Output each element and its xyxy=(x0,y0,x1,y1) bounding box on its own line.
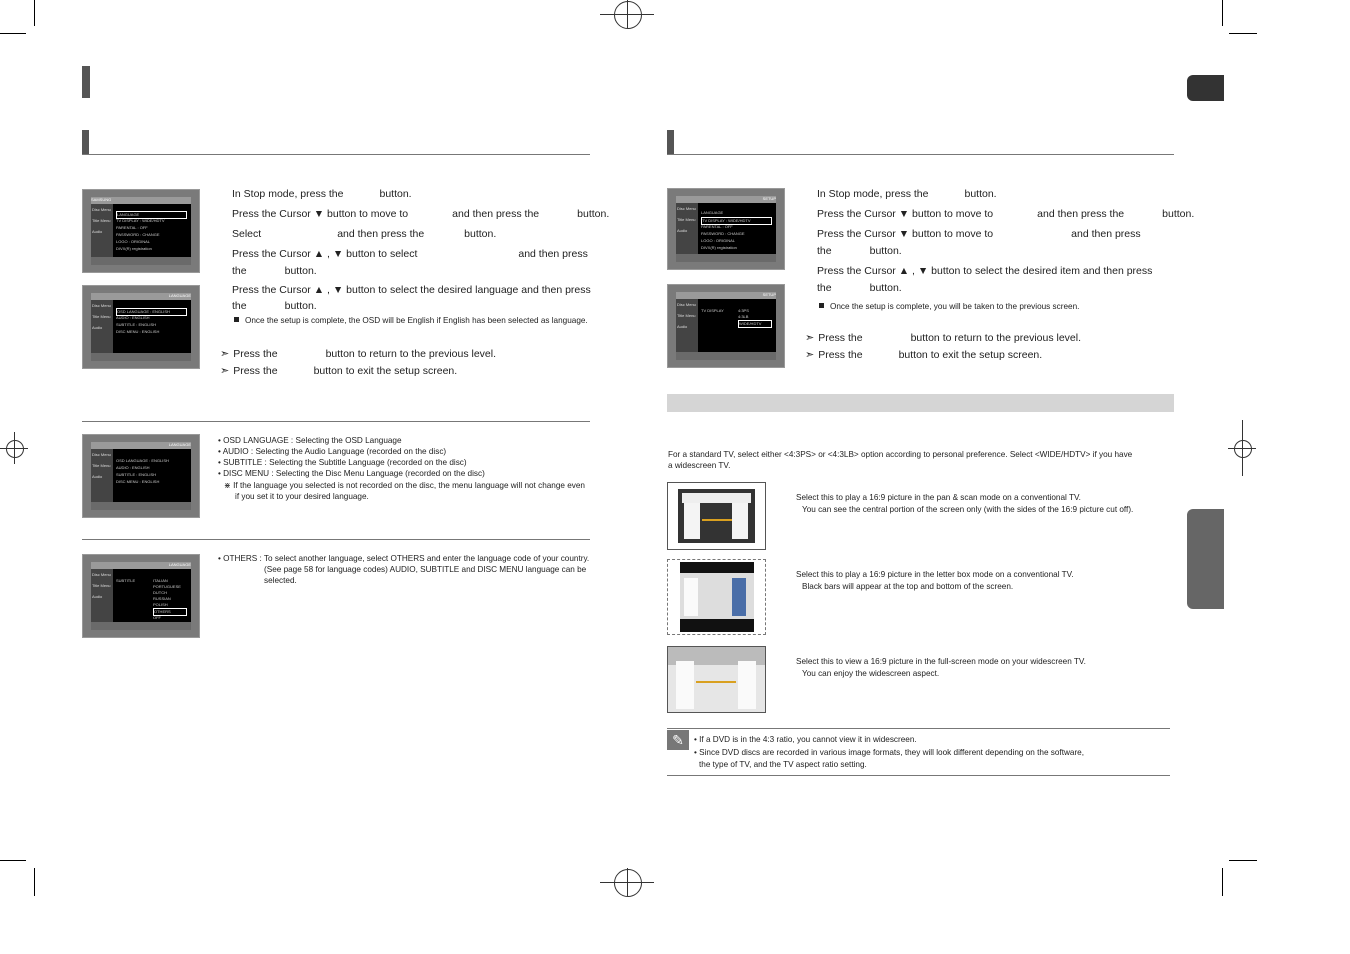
step-2: Press the Cursor ▼ button to move to and then press the button. xyxy=(232,208,610,220)
page-tab xyxy=(1187,75,1224,101)
screen-row: LOGO : ORIGINAL xyxy=(116,239,151,244)
others-screen-image xyxy=(82,554,200,638)
lang-item: • OSD LANGUAGE : Selecting the OSD Language xyxy=(218,436,402,445)
screen-row: OSD LANGUAGE : ENGLISH xyxy=(116,308,187,316)
screen-row: 4:3LB xyxy=(738,314,749,319)
screen-row: LANGUAGE xyxy=(701,210,724,215)
pan-scan-image xyxy=(667,482,766,550)
screen-header: LANGUAGE xyxy=(168,442,191,447)
lang-item: • DISC MENU : Selecting the Disc Menu Language (recorded on the disc) xyxy=(218,469,485,478)
screen-row: POLISH xyxy=(153,602,168,607)
screen-row: PARENTAL : OFF xyxy=(701,224,733,229)
screen-row: PORTUGUESE xyxy=(153,584,181,589)
aspect-intro: For a standard TV, select either <4:3PS> or <4:3LB> option according to personal preference. Select <WIDE/HDTV> if you have xyxy=(668,450,1133,459)
screen-row: DISC MENU : ENGLISH xyxy=(116,329,160,334)
screen-side-item: Audio xyxy=(677,228,688,233)
screen-row: DUTCH xyxy=(153,590,167,595)
screen-row: PASSWORD : CHANGE xyxy=(116,232,160,237)
registration-mark xyxy=(1234,440,1252,458)
section-rule xyxy=(667,154,1174,155)
screen-row: LOGO : ORIGINAL xyxy=(701,238,736,243)
right-step-1: In Stop mode, press the button. xyxy=(817,188,997,200)
screen-row: TV DISPLAY : WIDE/HDTV xyxy=(116,218,165,223)
right-step-4-cont: the button. xyxy=(817,282,902,294)
crop-mark xyxy=(1229,860,1257,861)
language-menu-image xyxy=(82,434,200,518)
screen-row: TV DISPLAY : WIDE/HDTV xyxy=(701,217,772,225)
screen-row: SUBTITLE : ENGLISH xyxy=(116,322,157,327)
widescreen-desc-cont: You can enjoy the widescreen aspect. xyxy=(802,669,940,678)
lang-item: • SUBTITLE : Selecting the Subtitle Language (recorded on the disc) xyxy=(218,458,467,467)
registration-mark xyxy=(614,1,642,29)
screen-side-item: Audio xyxy=(92,594,103,599)
aspect-intro-cont: a widescreen TV. xyxy=(668,461,731,470)
crop-mark xyxy=(34,868,35,896)
tv-display-screen-image xyxy=(667,284,785,368)
screen-side-item: Audio xyxy=(92,229,103,234)
screen-side-item: Title Menu xyxy=(92,314,111,319)
lang-note: ⋇ If the language you selected is not recorded on the disc, the menu language will not change even xyxy=(224,481,585,490)
step-4: Press the Cursor ▲ , ▼ button to select and then press xyxy=(232,248,588,260)
screen-side-item: Disc Menu xyxy=(92,207,111,212)
screen-side-item: Disc Menu xyxy=(92,572,111,577)
screen-side-item: Title Menu xyxy=(92,463,111,468)
letter-box-desc: Select this to play a 16:9 picture in the letter box mode on a conventional TV. xyxy=(796,570,1074,579)
screen-side-item: Disc Menu xyxy=(677,302,696,307)
bottom-note: • Since DVD discs are recorded in various image formats, they will look different depending on the software, xyxy=(694,748,1084,757)
right-step-3: Press the Cursor ▼ button to move to and then press xyxy=(817,228,1141,240)
screen-row: RUSSIAN xyxy=(153,596,171,601)
crop-mark xyxy=(1229,33,1257,34)
setup-screen-image xyxy=(82,189,200,273)
crop-mark xyxy=(1222,0,1223,26)
registration-line xyxy=(627,0,628,28)
screen-row: OSD LANGUAGE : ENGLISH xyxy=(116,458,169,463)
section-band xyxy=(667,394,1174,412)
screen-row: DIVX(R) registration xyxy=(116,246,152,251)
chapter-tab xyxy=(1187,509,1224,609)
left-tip-return: ➣ Press the button to return to the previous level. xyxy=(220,348,497,360)
crop-mark xyxy=(0,860,26,861)
right-step-3-cont: the button. xyxy=(817,245,902,257)
letter-box-desc-cont: Black bars will appear at the top and bottom of the screen. xyxy=(802,582,1014,591)
screen-side-item: Title Menu xyxy=(677,217,696,222)
note-rule-top xyxy=(667,728,1170,729)
lang-note-cont: if you set it to your desired language. xyxy=(235,492,369,501)
screen-side-item: Disc Menu xyxy=(92,303,111,308)
setup-screen-image xyxy=(667,188,785,270)
screen-row: OFF xyxy=(153,615,161,620)
screen-header: SETUP xyxy=(762,196,776,201)
widescreen-desc: Select this to view a 16:9 picture in the full-screen mode on your widescreen TV. xyxy=(796,657,1086,666)
step-5: Press the Cursor ▲ , ▼ button to select the desired language and then press xyxy=(232,284,591,296)
tip-arrow-icon: ➣ xyxy=(805,332,815,344)
screen-header: LANGUAGE xyxy=(168,562,191,567)
screen-row: SUBTITLE : ENGLISH xyxy=(116,472,157,477)
screen-side-item: Title Menu xyxy=(677,313,696,318)
others-text: selected. xyxy=(264,576,297,585)
screen-side-item: Title Menu xyxy=(92,218,111,223)
screen-side-item: Audio xyxy=(677,324,688,329)
screen-side-item: Audio xyxy=(92,325,103,330)
right-tip-return: ➣ Press the button to return to the previous level. xyxy=(805,332,1082,344)
screen-side-item: Disc Menu xyxy=(92,452,111,457)
screen-row: 4:3PS xyxy=(738,308,749,313)
divider xyxy=(82,421,590,422)
screen-brand: SAMSUNG xyxy=(91,197,112,202)
screen-side-item: Disc Menu xyxy=(677,206,696,211)
bottom-note: • If a DVD is in the 4:3 ratio, you cannot view it in widescreen. xyxy=(694,735,917,744)
right-step-4: Press the Cursor ▲ , ▼ button to select the desired item and then press xyxy=(817,265,1153,277)
step-5-cont: the button. xyxy=(232,300,317,312)
letter-box-image xyxy=(667,559,766,635)
pan-scan-desc: Select this to play a 16:9 picture in the pan & scan mode on a conventional TV. xyxy=(796,493,1081,502)
pan-scan-desc-cont: You can see the central portion of the screen only (with the sides of the 16:9 picture cut off). xyxy=(802,505,1134,514)
step-1: In Stop mode, press the button. xyxy=(232,188,412,200)
section-marker xyxy=(667,130,674,154)
divider xyxy=(82,539,590,540)
screen-row: AUDIO : ENGLISH xyxy=(116,315,150,320)
crop-mark xyxy=(34,0,35,26)
screen-row: DISC MENU : ENGLISH xyxy=(116,479,160,484)
registration-line xyxy=(627,868,628,896)
note-pencil-icon: ✎ xyxy=(667,730,689,750)
others-text: (See page 58 for language codes) AUDIO, SUBTITLE and DISC MENU language can be xyxy=(264,565,587,574)
screen-row: PASSWORD : CHANGE xyxy=(701,231,745,236)
right-step-2: Press the Cursor ▼ button to move to and then press the button. xyxy=(817,208,1195,220)
crop-mark xyxy=(1222,868,1223,896)
screen-header: SETUP xyxy=(762,292,776,297)
language-screen-image xyxy=(82,285,200,369)
registration-line xyxy=(14,432,15,464)
tip-arrow-icon: ➣ xyxy=(220,348,230,360)
page-title-bar xyxy=(82,66,90,98)
registration-mark xyxy=(6,440,24,458)
screen-row: SUBTITLE xyxy=(116,578,136,583)
note-mark-icon: ⋇ xyxy=(224,481,234,490)
crop-mark xyxy=(0,33,26,34)
step-4-cont: the button. xyxy=(232,265,317,277)
left-note: Once the setup is complete, the OSD will be English if English has been selected as language. xyxy=(234,315,588,326)
screen-side-item: Title Menu xyxy=(92,583,111,588)
step-3: Select and then press the button. xyxy=(232,228,497,240)
screen-header: LANGUAGE xyxy=(168,293,191,298)
screen-row: TV DISPLAY xyxy=(701,308,724,313)
note-rule-bottom xyxy=(667,775,1170,776)
screen-row: ITALIAN xyxy=(153,578,168,583)
others-text: • OTHERS : To select another language, select OTHERS and enter the language code of your country. xyxy=(218,554,590,563)
screen-row: LANGUAGE xyxy=(116,211,187,219)
right-note: Once the setup is complete, you will be taken to the previous screen. xyxy=(819,301,1079,312)
bottom-note-cont: the type of TV, and the TV aspect ratio setting. xyxy=(699,760,867,769)
left-tip-exit: ➣ Press the button to exit the setup screen. xyxy=(220,365,458,377)
registration-line xyxy=(1242,420,1243,476)
screen-side-item: Audio xyxy=(92,474,103,479)
section-rule xyxy=(82,154,590,155)
widescreen-image xyxy=(667,646,766,713)
lang-item: • AUDIO : Selecting the Audio Language (recorded on the disc) xyxy=(218,447,447,456)
screen-row: AUDIO : ENGLISH xyxy=(116,465,150,470)
section-marker xyxy=(82,130,89,154)
right-tip-exit: ➣ Press the button to exit the setup screen. xyxy=(805,349,1043,361)
tip-arrow-icon: ➣ xyxy=(805,349,815,361)
screen-row: PARENTAL : OFF xyxy=(116,225,148,230)
screen-row: OTHERS xyxy=(153,608,187,616)
screen-row: DIVX(R) registration xyxy=(701,245,737,250)
registration-mark xyxy=(614,869,642,897)
screen-row: WIDE/HDTV xyxy=(738,320,772,328)
tip-arrow-icon: ➣ xyxy=(220,365,230,377)
